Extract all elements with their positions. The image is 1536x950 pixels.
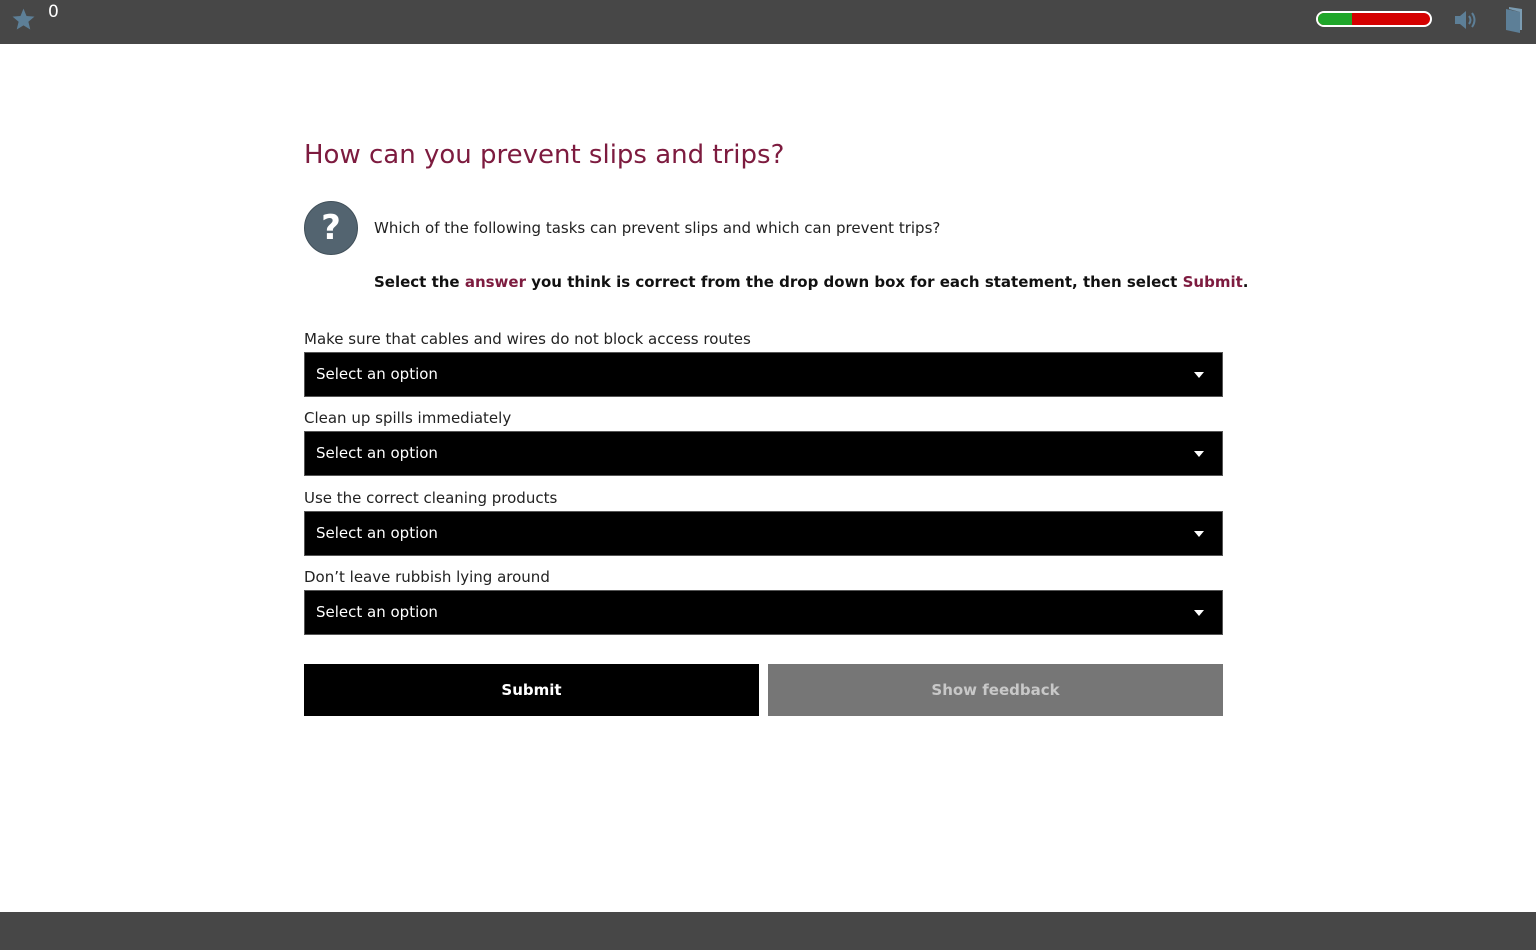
instruction-highlight-submit: Submit [1182,273,1243,291]
statement-dropdown[interactable] [304,431,1223,476]
top-bar [0,0,1536,44]
chevron-down-icon [1194,531,1204,537]
statement-dropdown[interactable] [304,511,1223,556]
statement-dropdown[interactable] [304,590,1223,635]
statement-label: Clean up spills immediately [304,409,512,427]
instruction-text [374,273,1248,291]
show-feedback-button[interactable]: Show feedback [768,664,1223,716]
bottom-bar [0,912,1536,950]
submit-button[interactable]: Submit [304,664,759,716]
progress-bar [1316,11,1432,27]
question-mark-icon: ? [304,201,358,255]
statement-dropdown[interactable] [304,352,1223,397]
question-text: Which of the following tasks can prevent slips and which can prevent trips? [374,219,941,237]
book-icon[interactable] [1503,6,1525,34]
instruction-highlight-answer: answer [464,273,526,291]
dropdown-value: Select an option [316,444,438,462]
progress-fill [1318,13,1352,25]
chevron-down-icon [1194,610,1204,616]
chevron-down-icon [1194,372,1204,378]
statement-label: Make sure that cables and wires do not block access routes [304,330,751,348]
score-counter: 0 [48,2,59,22]
instruction-part1: Select the [374,273,465,291]
instruction-part3: . [1242,273,1249,291]
star-icon [11,7,36,32]
statement-label: Don’t leave rubbish lying around [304,568,550,586]
chevron-down-icon [1194,451,1204,457]
instruction-part2: you think is correct from the drop down box for each statement, then select [526,273,1183,291]
dropdown-value: Select an option [316,365,438,383]
dropdown-value: Select an option [316,524,438,542]
dropdown-value: Select an option [316,603,438,621]
volume-icon[interactable] [1452,7,1478,33]
statement-label: Use the correct cleaning products [304,489,558,507]
page-title: How can you prevent slips and trips? [304,140,785,170]
